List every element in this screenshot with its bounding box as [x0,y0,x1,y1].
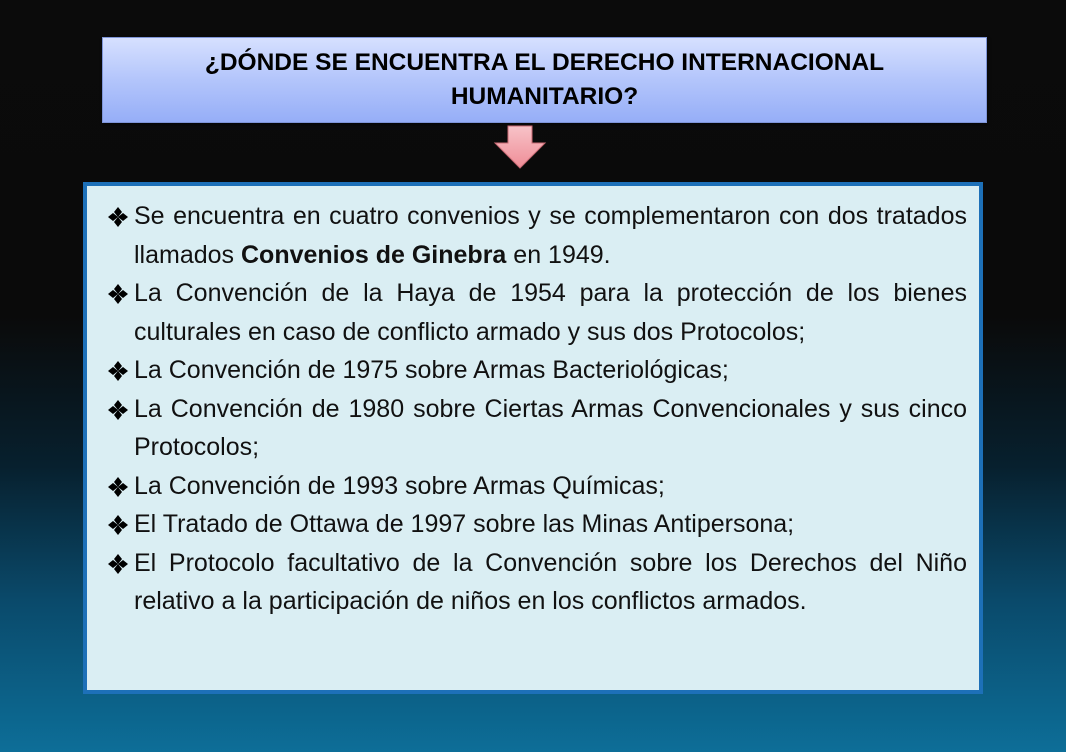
bullet-list [103,197,967,621]
item-text: El Tratado de Ottawa de 1997 sobre las Minas Antipersona; [134,510,795,538]
item-text-before: Se encuentra en cuatro convenios y se complementaron con dos tratados llamados [134,202,967,269]
four-diamond-bullet-icon [107,515,129,535]
content-box [83,182,983,694]
title-line-1: ¿DÓNDE SE ENCUENTRA EL DERECHO INTERNACIONAL [204,49,885,76]
item-text: La Convención de 1980 sobre Ciertas Armas Convencionales y sus cinco Protocolos; [134,394,967,461]
four-diamond-bullet-icon [107,477,129,497]
list-item-1993 [103,467,967,506]
four-diamond-bullet-icon [107,361,129,381]
down-arrow-icon [493,125,547,169]
title-line-2: HUMANITARIO? [450,83,639,110]
title-box [102,37,987,123]
four-diamond-bullet-icon [107,207,129,227]
four-diamond-bullet-icon [107,284,129,304]
four-diamond-bullet-icon [107,554,129,574]
item-text: La Convención de 1993 sobre Armas Químicas; [134,471,665,500]
list-item-ottawa [103,505,967,544]
list-item-ginebra [103,197,967,274]
list-item-haya [103,274,967,351]
list-item-1980 [103,390,967,467]
list-item-1975 [103,351,967,390]
item-bold-term: Convenios de Ginebra [241,240,507,269]
item-text: La Convención de 1975 sobre Armas Bacteriológicas; [134,356,729,384]
four-diamond-bullet-icon [107,400,129,420]
item-text: La Convención de la Haya de 1954 para la protección de los bienes culturales en caso de conflicto armado y sus dos Protocolos; [134,279,967,346]
item-text: El Protocolo facultativo de la Convención sobre los Derechos del Niño relativo a la participación de niños en los conflictos armados. [134,548,967,615]
item-text-after: en 1949. [506,240,611,269]
list-item-protocolo-nino [103,544,967,621]
